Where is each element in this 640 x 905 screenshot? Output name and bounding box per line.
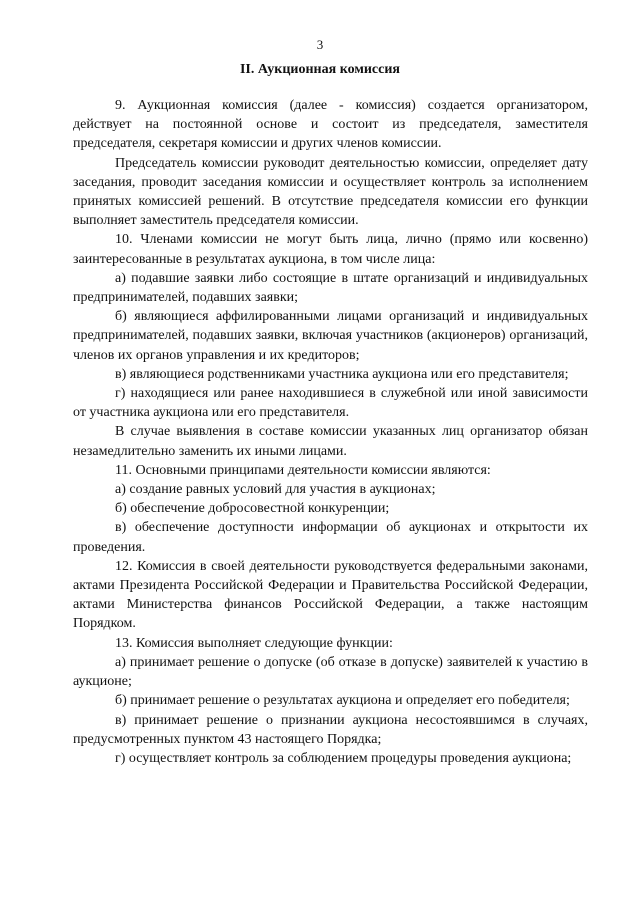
- paragraph-11-b: б) обеспечение добросовестной конкуренции;: [115, 501, 390, 517]
- paragraph-13-v: в) принимает решение о признании аукциона несостоявшимся в случаях, предусмотренных пунктом 43 настоящего Порядка;: [73, 712, 588, 747]
- paragraph-12: 12. Комиссия в своей деятельности руководствуется федеральными законами, актами Президента Российской Федерации и Правительства Российской Федерации, актами Министерства финансов Российской Федерации, а также настоящим Порядком.: [73, 558, 588, 632]
- paragraph-replacement: В случае выявления в составе комиссии указанных лиц организатор обязан незамедлительно заменить их иными лицами.: [73, 424, 588, 459]
- paragraph-11-a: а) создание равных условий для участия в аукционах;: [115, 482, 436, 498]
- paragraph-chairman-duties: Председатель комиссии руководит деятельностью комиссии, определяет дату заседания, проводит заседания комиссии и осуществляет контроль за исполнением принятых комиссией решений. В отсутствие председателя комиссии его функции выполняет заместитель председателя комиссии.: [73, 155, 588, 229]
- paragraph-10-b: б) являющиеся аффилированными лицами организаций и индивидуальных предпринимателей, подавших заявки, включая участников (акционеров) организаций, членов их органов управления и их кредиторов;: [73, 309, 588, 363]
- page-number: 3: [316, 37, 324, 52]
- paragraph-10: 10. Членами комиссии не могут быть лица, лично (прямо или косвенно) заинтересованные в результатах аукциона, в том числе лица:: [73, 232, 588, 267]
- paragraph-13: 13. Комиссия выполняет следующие функции:: [115, 635, 393, 651]
- paragraph-10-g: г) находящиеся или ранее находившиеся в служебной или иной зависимости от участника аукциона или его представителя.: [73, 386, 588, 421]
- paragraph-11-v: в) обеспечение доступности информации об аукционах и открытости их проведения.: [73, 520, 588, 555]
- paragraph-11: 11. Основными принципами деятельности комиссии являются:: [115, 462, 491, 478]
- paragraph-9: 9. Аукционная комиссия (далее - комиссия) создается организатором, действует на постоянной основе и состоит из председателя, заместителя председателя, секретаря комиссии и других членов комиссии.: [73, 98, 588, 152]
- section-title: II. Аукционная комиссия: [239, 62, 400, 77]
- paragraph-10-a: а) подавшие заявки либо состоящие в штате организаций и индивидуальных предпринимателей, подавших заявки;: [73, 270, 588, 306]
- document-body: [73, 96, 588, 768]
- paragraph-13-a: а) принимает решение о допуске (об отказе в допуске) заявителей к участию в аукционе;: [73, 654, 588, 690]
- paragraph-10-v: в) являющиеся родственниками участника аукциона или его представителя;: [115, 366, 569, 382]
- paragraph-13-g: г) осуществляет контроль за соблюдением процедуры проведения аукциона;: [115, 750, 572, 766]
- paragraph-13-b: б) принимает решение о результатах аукциона и определяет его победителя;: [115, 693, 570, 709]
